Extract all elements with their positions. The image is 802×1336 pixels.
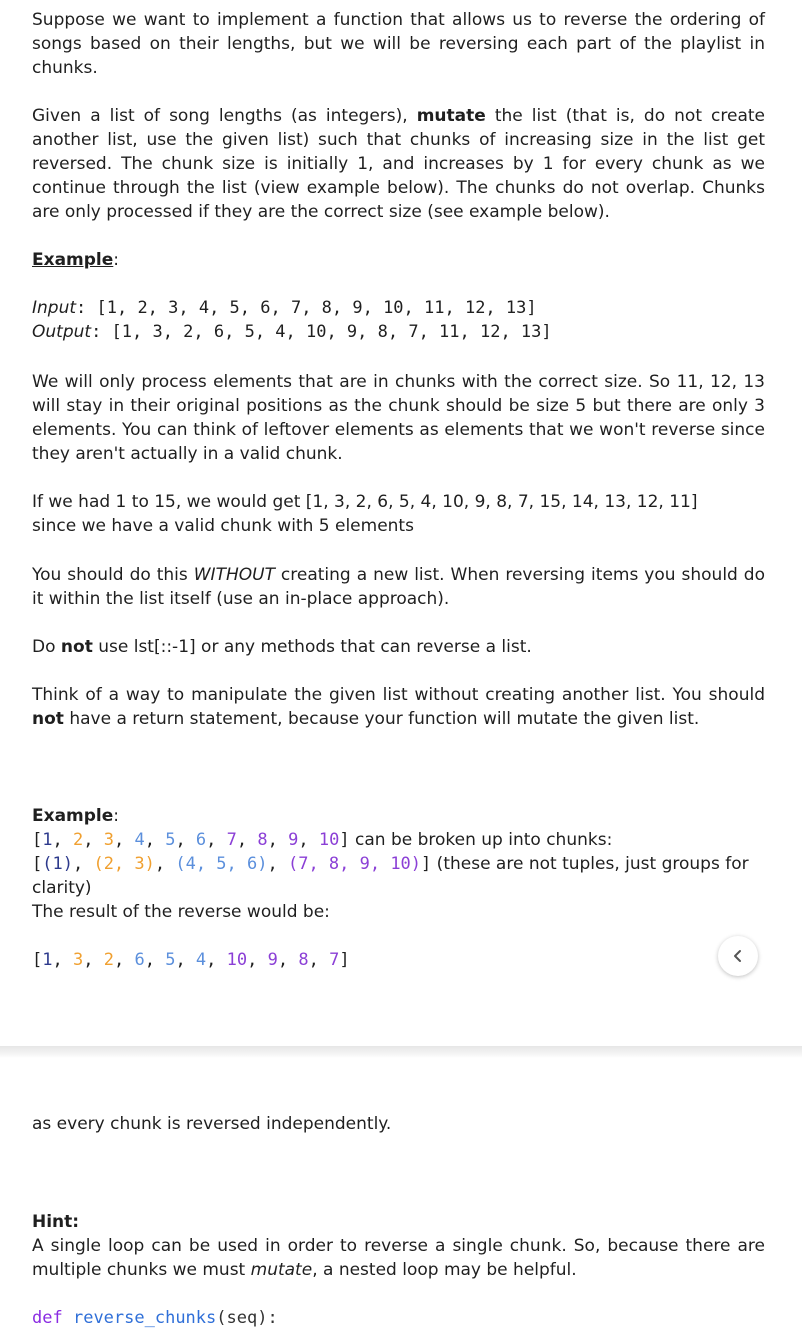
fifteen-line-1: If we had 1 to 15, we would get [1, 3, 2, 6, 5, 4, 10, 9, 8, 7, 15, 14, 13, 12, 11] bbox=[32, 492, 698, 512]
task-text-1: Given a list of song lengths (as integers), bbox=[32, 106, 417, 126]
list-value: 3 bbox=[103, 830, 114, 850]
hint-paragraph bbox=[32, 1234, 765, 1282]
list-value: 2 bbox=[72, 830, 84, 850]
think-text-1: Think of a way to manipulate the given list without creating another list. You should bbox=[32, 685, 765, 705]
example2-list bbox=[32, 830, 350, 850]
fifteen-line-2: since we have a valid chunk with 5 elements bbox=[32, 516, 414, 536]
hint-text-2: , a nested loop may be helpful. bbox=[312, 1260, 577, 1280]
think-text-2: have a return statement, because your function will mutate the given list. bbox=[63, 709, 700, 729]
example2-chunks: [(1), (2, 3), (4, 5, 6), (7, 8, 9, 10)] bbox=[32, 854, 432, 874]
result-value: 6 bbox=[134, 950, 145, 970]
list-value: 1 bbox=[42, 830, 53, 850]
result-value: 5 bbox=[165, 950, 176, 970]
result-value: 9 bbox=[267, 950, 278, 970]
donot-text-2: use lst[::-1] or any methods that can reverse a list. bbox=[92, 637, 532, 657]
result-value: 1 bbox=[42, 950, 53, 970]
process-note-paragraph: We will only process elements that are in chunks with the correct size. So 11, 12, 13 will stay in their original positions as the chunk should be size 5 but there are only 3 elements. You can think of leftover elements as elements that we won't reverse since they aren't actually in a valid chunk. bbox=[32, 372, 765, 464]
list-value: 5 bbox=[165, 830, 176, 850]
think-bold: not bbox=[32, 709, 64, 729]
task-paragraph bbox=[32, 104, 765, 224]
code-line bbox=[32, 1306, 765, 1330]
fifteen-paragraph bbox=[32, 490, 765, 538]
task-text-2: the list (that is, do not create another list, use the given list) such that chunks of increasing size in the list get reversed. The chunk size is initially 1, and increases by 1 for every chunk as we continue through the list (view example below). The chunks do not overlap. Chunks are only processed if they are the correct size (see example below). bbox=[32, 106, 765, 222]
example2-colon: : bbox=[113, 806, 120, 826]
list-value: 4 bbox=[134, 830, 145, 850]
result-value: 4 bbox=[195, 950, 207, 970]
example1-input bbox=[32, 296, 765, 320]
chevron-left-icon bbox=[732, 949, 744, 963]
example2-chunks-line bbox=[32, 852, 765, 900]
result-value: 2 bbox=[103, 950, 114, 970]
independent-text: as every chunk is reversed independently. bbox=[32, 1114, 392, 1134]
think-paragraph bbox=[32, 683, 765, 731]
example2-broken-text: can be broken up into chunks: bbox=[349, 830, 613, 850]
chunk-2: (2, 3) bbox=[93, 854, 155, 874]
list-value: 10 bbox=[318, 830, 340, 850]
section-divider bbox=[0, 1046, 802, 1058]
donot-bold: not bbox=[60, 637, 93, 657]
example1-output-label: Output bbox=[32, 322, 92, 342]
code-params: (seq): bbox=[216, 1308, 278, 1328]
code-function-name: reverse_chunks bbox=[72, 1308, 217, 1328]
hint-heading-text: Hint: bbox=[32, 1212, 80, 1232]
example2-heading-text: Example bbox=[32, 806, 114, 826]
result-values: 1, 3, 2, 6, 5, 4, 10, 9, 8, 7 bbox=[42, 950, 340, 970]
intro-paragraph: Suppose we want to implement a function that allows us to reverse the ordering of songs based on their lengths, but we will be reversing each part of the playlist in chunks. bbox=[32, 10, 765, 78]
task-bold-mutate: mutate bbox=[416, 106, 486, 126]
inplace-text-2: creating a new list. When reversing items you should do it within the list itself (use an in-place approach). bbox=[32, 565, 765, 609]
result-value: 7 bbox=[329, 950, 340, 970]
result-value: 8 bbox=[298, 950, 309, 970]
hint-heading bbox=[32, 1210, 765, 1234]
list-value: 7 bbox=[226, 830, 237, 850]
donot-text-1: Do bbox=[32, 637, 61, 657]
example2-list-values: 1, 2, 3, 4, 5, 6, 7, 8, 9, 10 bbox=[42, 830, 340, 850]
inplace-text-1: You should do this bbox=[32, 565, 194, 585]
result-label: The result of the reverse would be: bbox=[32, 902, 330, 922]
example2-list-line bbox=[32, 828, 765, 852]
chunk-1: (1) bbox=[42, 854, 73, 874]
example1-input-label: Input bbox=[32, 298, 77, 318]
list-close-bracket: ] bbox=[339, 830, 350, 850]
chunk-3: (4, 5, 6) bbox=[175, 854, 268, 874]
list-value: 9 bbox=[288, 830, 299, 850]
inplace-paragraph bbox=[32, 563, 765, 611]
example1-colon: : bbox=[113, 250, 120, 270]
example1-output-value: : [1, 3, 2, 6, 5, 4, 10, 9, 8, 7, 11, 12, 13] bbox=[91, 322, 552, 342]
result-value: 3 bbox=[72, 950, 84, 970]
list-value: 6 bbox=[195, 830, 207, 850]
list-value: 8 bbox=[257, 830, 268, 850]
back-button[interactable] bbox=[718, 936, 758, 976]
chunks-note: (these are not tuples, just groups for clarity) bbox=[32, 854, 749, 898]
example1-input-value: : [1, 2, 3, 4, 5, 6, 7, 8, 9, 10, 11, 12, 13] bbox=[76, 298, 537, 318]
example2-heading bbox=[32, 804, 765, 828]
list-open-bracket: [ bbox=[32, 830, 43, 850]
example1-heading-text: Example bbox=[32, 250, 114, 270]
hint-italic: mutate bbox=[250, 1260, 313, 1280]
example1-output bbox=[32, 320, 765, 344]
donot-paragraph bbox=[32, 635, 765, 659]
code-keyword: def bbox=[32, 1308, 63, 1328]
result-value: 10 bbox=[226, 950, 248, 970]
example1-heading bbox=[32, 248, 765, 272]
result-list: [1, 3, 2, 6, 5, 4, 10, 9, 8, 7] bbox=[32, 950, 350, 970]
hint-text-1: A single loop can be used in order to reverse a single chunk. So, because there are multiple chunks we must bbox=[32, 1236, 765, 1280]
chunk-4: (7, 8, 9, 10) bbox=[287, 854, 422, 874]
inplace-italic: WITHOUT bbox=[193, 565, 275, 585]
